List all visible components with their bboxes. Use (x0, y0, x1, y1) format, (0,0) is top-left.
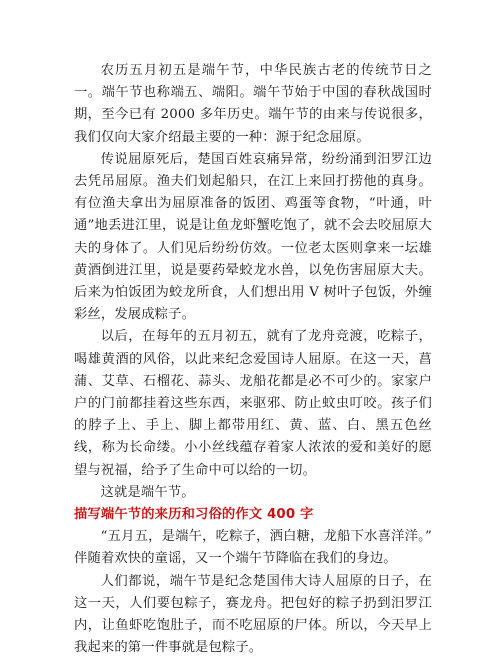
paragraph-rhyme: “五月五，是端午，吃粽子，洒白糖，龙船下水喜洋洋。” 伴随着欢快的童谣，又一个端午节降临在我们的身边。 (74, 529, 432, 567)
article-body (74, 60, 432, 659)
section-heading: 描写端午节的来历和习俗的作文 400 字 (74, 507, 314, 523)
paragraph-legend: 传说屈原死后，楚国百姓哀痛异常，纷纷涌到汨罗江边去凭吊屈原。渔夫们划起船只，在江上来回打捞他的真身。有位渔夫拿出为屈原准备的饭团、鸡蛋等食物，“叶通，叶通”地丢进江里，说是让鱼龙虾蟹吃饱了，就不会去咬屈原大夫的身体了。人们见后纷纷仿效。一位老太医则拿来一坛雄黄酒倒进江里，说是要药晕蛟龙水兽，以免伤害屈原大夫。后来为怕饭团为蛟龙所食，人们想出用 V 树叶子包饭，外缠彩丝，发展成粽子。 (74, 151, 432, 323)
paragraph-zongzi: 人们都说，端午节是纪念楚国伟大诗人屈原的日子，在这一天，人们要包粽子，赛龙舟。把包好的粽子扔到汨罗江内，让鱼虾吃饱肚子，而不吃屈原的尸体。所以，今天早上我起来的第一件事就是包粽子。 (74, 573, 432, 656)
paragraph-customs: 以后，在每年的五月初五，就有了龙舟竞渡，吃粽子，喝雄黄酒的风俗，以此来纪念爱国诗人屈原。在这一天，菖蒲、艾草、石榴花、蒜头、龙船花都是必不可少的。家家户户的门前都挂着这些东西，来驱邪、防止蚊虫叮咬。孩子们的脖子上、手上、脚上都带用红、黄、蓝、白、黑五色丝线，称为长命缕。小小丝线蕴存着家人浓浓的爱和美好的愿望与祝福，给予了生命中可以给的一切。 (74, 329, 432, 478)
paragraph-intro: 农历五月初五是端午节，中华民族古老的传统节日之一。端午节也称端五、端阳。端午节始于中国的春秋战国时期，至今已有 2000 多年历史。端午节的由来与传说很多，我们仅向大家介绍最主要的一种：源于纪念屈原。 (74, 63, 432, 145)
paragraph-conclusion: 这就是端午节。 (100, 484, 195, 500)
